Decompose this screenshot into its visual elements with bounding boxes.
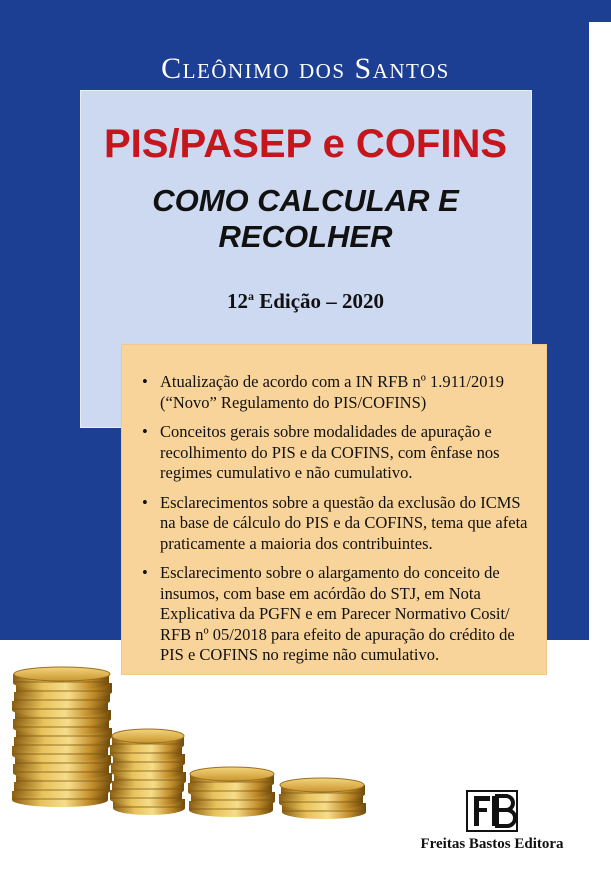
publisher-name: Freitas Bastos Editora (420, 836, 564, 852)
coin-top (14, 667, 110, 681)
list-item-text: Esclarecimentos sobre a questão da exclusão do ICMS na base de cálculo do PIS e da COFINS, tema que afeta praticamente a maioria dos contribuintes. (160, 492, 528, 553)
edition-label (0, 289, 611, 314)
bullet-icon: • (142, 372, 148, 391)
coin-top (190, 767, 274, 781)
bullet-icon: • (142, 563, 148, 582)
list-item (140, 372, 540, 413)
book-title: PIS/PASEP e COFINS (103, 122, 508, 166)
highlights-list (140, 372, 540, 675)
blue-corner-strip (589, 0, 611, 22)
author-name: Cleônimo dos Santos (161, 52, 450, 85)
edition-number: 12 (226, 289, 248, 313)
list-item (140, 493, 540, 555)
subtitle-line-1: COMO CALCULAR E (152, 183, 459, 218)
bullet-icon: • (142, 422, 148, 441)
coin-top (112, 729, 184, 743)
list-item (140, 422, 540, 484)
subtitle-line-2: RECOLHER (218, 219, 393, 254)
list-item-text: Esclarecimento sobre o alargamento do conceito de insumos, com base em acórdão do STJ, em Nota Explicativa da PGFN e em Parecer Normativo Cosit/ RFB nº 05/2018 para efeito de apuração do crédito de PIS e COFINS no regime não cumulativo. (160, 563, 515, 664)
list-item-text: Atualização de acordo com a IN RFB nº 1.911/2019 (“Novo” Regulamento do PIS/COFINS) (160, 372, 505, 412)
coin-top (280, 778, 364, 792)
list-item-text: Conceitos gerais sobre modalidades de apuração e recolhimento do PIS e da COFINS, com ênfase nos regimes cumulativo e não cumulativo. (160, 422, 500, 482)
edition-text: Edição – 2020 (253, 289, 385, 313)
book-subtitle (100, 183, 511, 255)
edition-ordinal: a (247, 289, 254, 303)
bullet-icon: • (142, 492, 148, 512)
fb-logo-icon (466, 790, 518, 832)
